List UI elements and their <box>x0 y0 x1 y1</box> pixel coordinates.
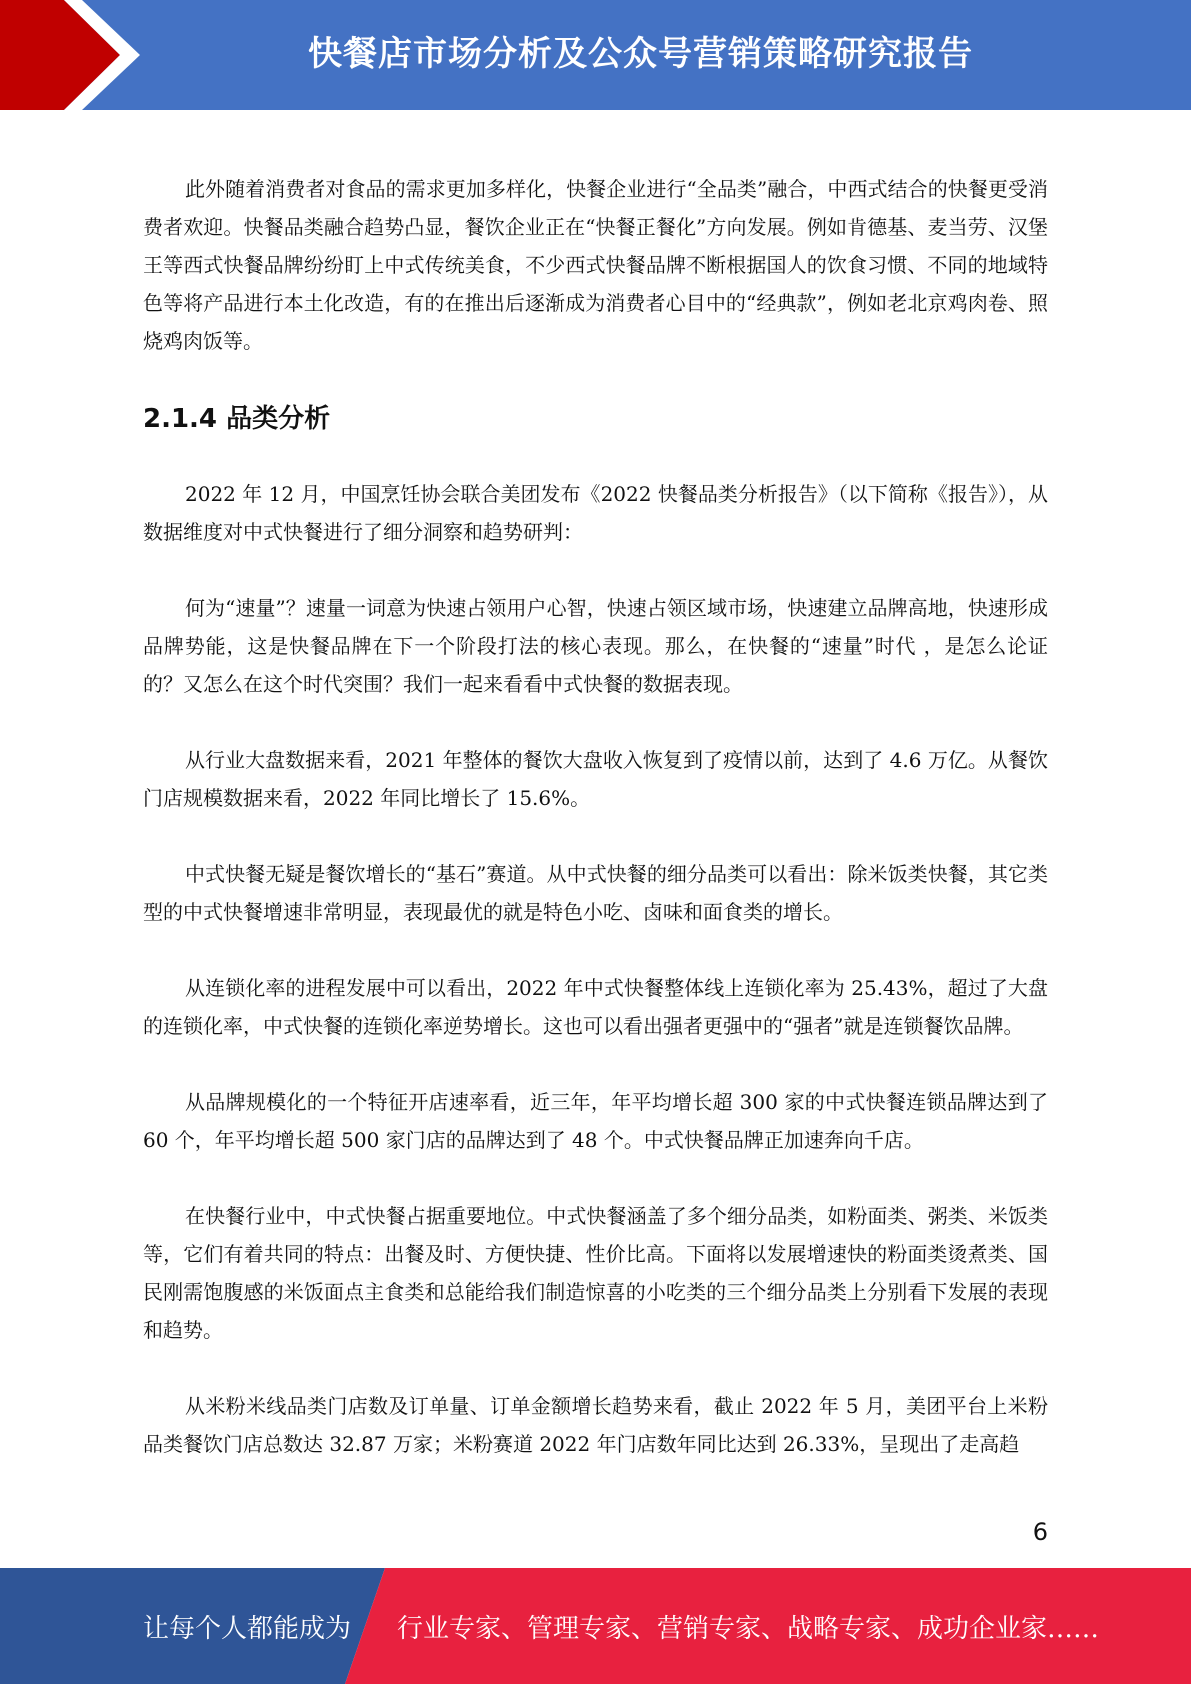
intro-paragraph: 此外随着消费者对食品的需求更加多样化，快餐企业进行“全品类”融合，中西式结合的快餐更受消费者欢迎。快餐品类融合趋势凸显，餐饮企业正在“快餐正餐化”方向发展。例如肯德基、麦当劳、汉堡王等西式快餐品牌纷纷盯上中式传统美食，不少西式快餐品牌不断根据国人的饮食习惯、不同的地域特色等将产品进行本土化改造，有的在推出后逐渐成为消费者心目中的“经典款”，例如老北京鸡肉卷、照烧鸡肉饭等。 <box>143 177 1048 353</box>
document-body <box>143 170 1048 1501</box>
page-header <box>0 0 1191 110</box>
body-paragraph: 从行业大盘数据来看，2021 年整体的餐饮大盘收入恢复到了疫情以前，达到了 4.6 万亿。从餐饮门店规模数据来看，2022 年同比增长了 15.6%。 <box>143 748 1048 810</box>
footer-slogan-left: 让每个人都能成为 <box>143 1614 352 1644</box>
section-heading: 2.1.4 品类分析 <box>143 404 331 434</box>
body-paragraph: 何为“速量”？速量一词意为快速占领用户心智，快速占领区域市场，快速建立品牌高地，快速形成品牌势能，这是快餐品牌在下一个阶段打法的核心表现。那么，在快餐的“速量”时代 ，是怎么论证的？又怎么在这个时代突围？我们一起来看看中式快餐的数据表现。 <box>143 596 1048 696</box>
red-chevron-decoration <box>0 0 150 110</box>
body-paragraph: 在快餐行业中，中式快餐占据重要地位。中式快餐涵盖了多个细分品类，如粉面类、粥类、米饭类等，它们有着共同的特点：出餐及时、方便快捷、性价比高。下面将以发展增速快的粉面类烫煮类、国民刚需饱腹感的米饭面点主食类和总能给我们制造惊喜的小吃类的三个细分品类上分别看下发展的表现和趋势。 <box>143 1204 1048 1342</box>
page-footer <box>0 1568 1191 1684</box>
body-paragraph: 中式快餐无疑是餐饮增长的“基石”赛道。从中式快餐的细分品类可以看出：除米饭类快餐，其它类型的中式快餐增速非常明显，表现最优的就是特色小吃、卤味和面食类的增长。 <box>143 862 1048 924</box>
footer-slogan-right: 行业专家、管理专家、营销专家、战略专家、成功企业家…… <box>397 1614 1100 1644</box>
body-paragraph: 从连锁化率的进程发展中可以看出，2022 年中式快餐整体线上连锁化率为 25.43%，超过了大盘的连锁化率，中式快餐的连锁化率逆势增长。这也可以看出强者更强中的“强者”就是连锁餐饮品牌。 <box>143 976 1048 1038</box>
body-paragraph: 从米粉米线品类门店数及订单量、订单金额增长趋势来看，截止 2022 年 5 月，美团平台上米粉品类餐饮门店总数达 32.87 万家；米粉赛道 2022 年门店数年同比达到 26.33%，呈现出了走高趋 <box>143 1394 1048 1456</box>
body-paragraph: 从品牌规模化的一个特征开店速率看，近三年，年平均增长超 300 家的中式快餐连锁品牌达到了 60 个，年平均增长超 500 家门店的品牌达到了 48 个。中式快餐品牌正加速奔向千店。 <box>143 1090 1048 1152</box>
page-number: 6 <box>1032 1518 1048 1546</box>
body-paragraph: 2022 年 12 月，中国烹饪协会联合美团发布《2022 快餐品类分析报告》（以下简称《报告》），从数据维度对中式快餐进行了细分洞察和趋势研判： <box>143 482 1048 544</box>
report-title: 快餐店市场分析及公众号营销策略研究报告 <box>308 34 973 74</box>
